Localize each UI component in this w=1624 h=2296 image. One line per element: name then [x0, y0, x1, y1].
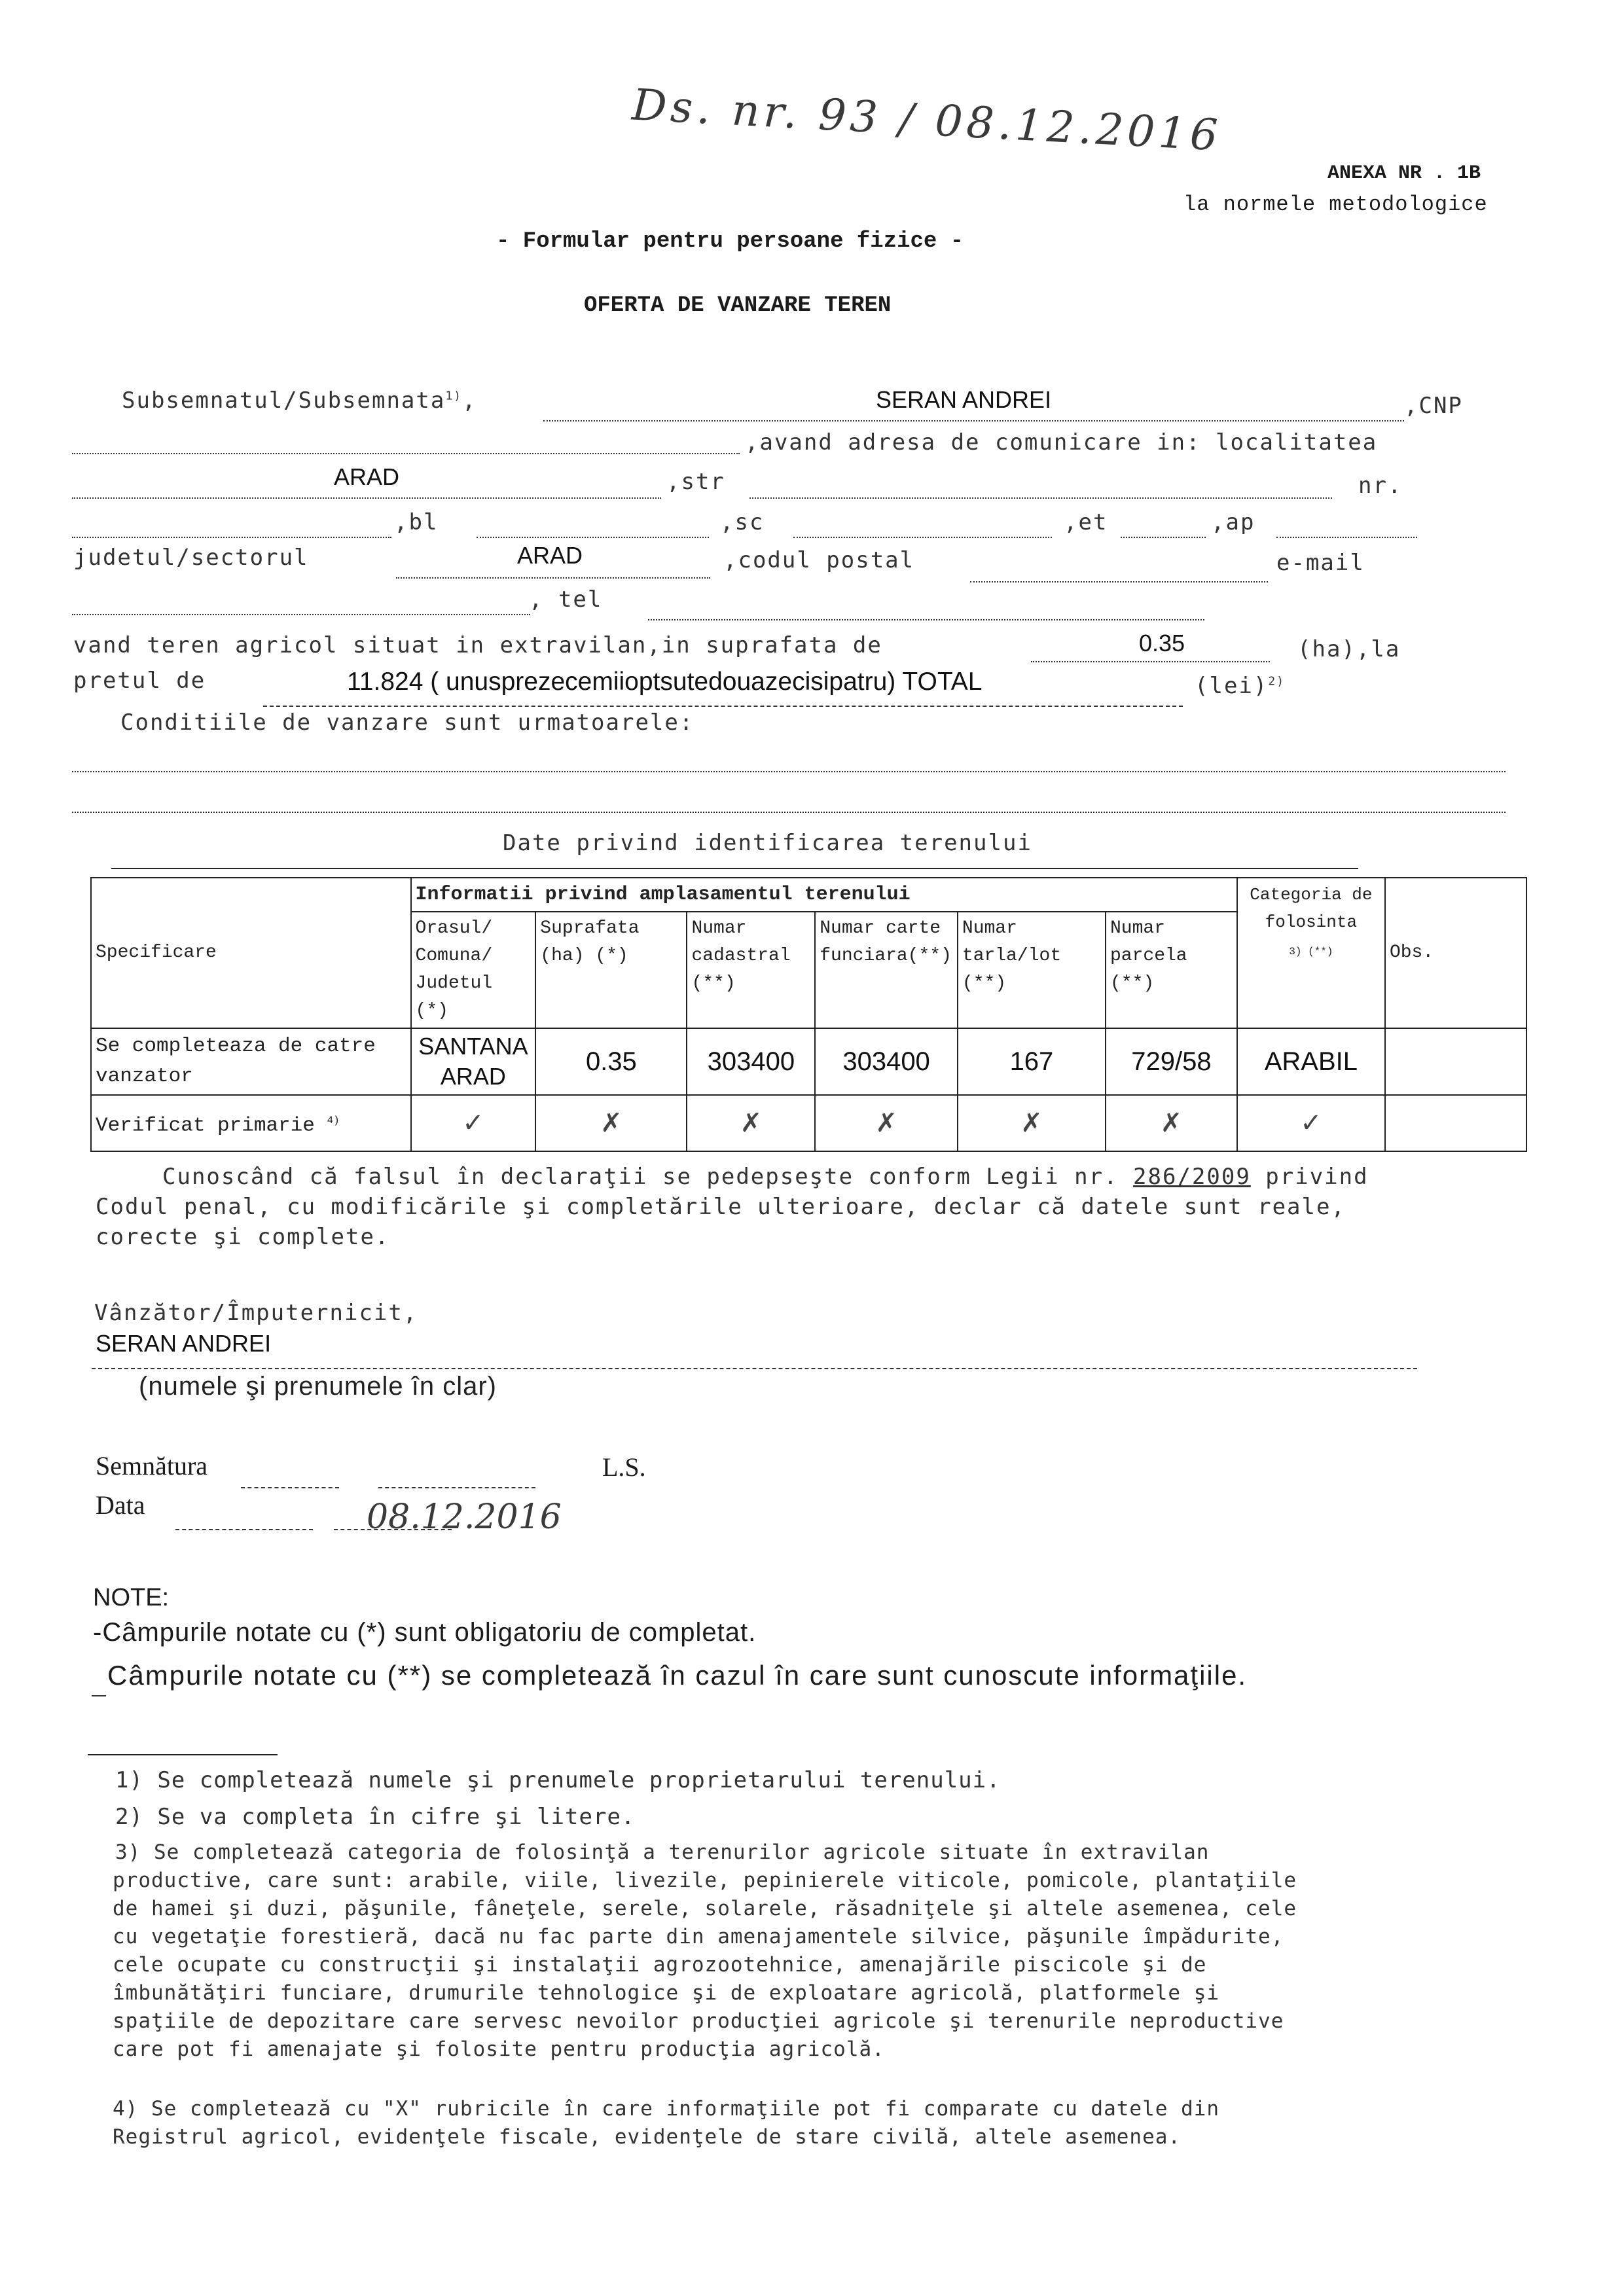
signature-line [241, 1487, 339, 1488]
cnp-line [72, 453, 740, 454]
table-top-rule [111, 868, 1358, 869]
sc-label: ,sc [720, 509, 765, 535]
county-value[interactable]: ARAD [517, 542, 583, 569]
note-2: Câmpurile notate cu (**) se completează în cazul în care sunt cunoscute informaţiile. [107, 1660, 1248, 1691]
et-label: ,et [1064, 509, 1108, 535]
group-header-location: Informatii privind amplasamentul terenului [411, 878, 1237, 912]
row-vanzator-label: Se completeaza de catre vanzator [91, 1028, 411, 1095]
handwritten-registration-number: Ds. nr. 93 / 08.12.2016 [630, 79, 1223, 161]
cell-obs-verificat[interactable] [1385, 1095, 1526, 1151]
street-line [749, 497, 1332, 499]
ap-label: ,ap [1211, 509, 1255, 535]
conditions-line-2 [72, 812, 1506, 813]
locality-line [72, 497, 661, 499]
annex-number: ANEXA NR . 1B [1327, 162, 1481, 185]
footnote-3-line: de hamei şi duzi, păşunile, fâneţele, serele, solarele, răsadniţele şi altele asemenea, cele [113, 1897, 1297, 1920]
ls-label: L.S. [602, 1452, 646, 1482]
bl-label: ,bl [394, 509, 439, 535]
cell-oras[interactable]: SANTANA ARAD [411, 1028, 536, 1095]
cnp-label: ,CNP [1404, 393, 1463, 419]
area-line [1031, 661, 1270, 662]
col-tarla: Numar tarla/lot (**) [958, 912, 1106, 1028]
clear-name-caption: (numele şi prenumele în clar) [139, 1372, 497, 1401]
notes-title: NOTE: [93, 1584, 170, 1611]
check-mark-icon: ✓ [411, 1095, 536, 1151]
cell-carte-funciara[interactable]: 303400 [815, 1028, 958, 1095]
cell-suprafata[interactable]: 0.35 [535, 1028, 687, 1095]
postal-line [970, 581, 1268, 583]
signature-line-2 [378, 1487, 535, 1488]
annex-subtitle: la normele metodologice [1183, 192, 1488, 217]
cell-categoria[interactable]: ARABIL [1237, 1028, 1385, 1095]
cell-tarla[interactable]: 167 [958, 1028, 1106, 1095]
tel-line [648, 619, 1204, 620]
footnote-rule [88, 1754, 278, 1755]
county-line [396, 577, 710, 579]
conditions-line-1 [72, 771, 1506, 772]
cross-mark-icon: ✗ [815, 1095, 958, 1151]
seller-role-label: Vânzător/Împuternicit, [94, 1300, 418, 1326]
footnote-3-line: spaţiile de depozitare care servesc nevoilor producţiei agricole şi terenurile neproductive [113, 2009, 1284, 2033]
note-1: -Câmpurile notate cu (*) sunt obligatoriu de completat. [93, 1618, 757, 1647]
handwritten-date[interactable]: 08.12.2016 [367, 1498, 562, 1537]
footnote-3-line: cele ocupate cu construcţii şi instalaţii agrozootehnice, amenajările piscicole şi de [113, 1953, 1207, 1977]
col-cadastral: Numar cadastral (**) [687, 912, 815, 1028]
footnote-3-line: productive, care sunt: arabile, viile, livezile, pepinierele viticole, pomicole, plantaţiile [113, 1869, 1297, 1892]
col-suprafata: Suprafata (ha) (*) [535, 912, 687, 1028]
date-line [175, 1529, 313, 1530]
ha-label: (ha),la [1297, 636, 1401, 662]
statement-line-1: Cunoscând că falsul în declaraţii se pedepseşte conform Legii nr. 286/2009 privind [162, 1164, 1369, 1190]
locality-value[interactable]: ARAD [334, 463, 400, 490]
signature-label: Semnătura [96, 1451, 208, 1480]
cross-mark-icon: ✗ [958, 1095, 1106, 1151]
form-subtitle: - Formular pentru persoane fizice - [496, 229, 964, 254]
footnote-3-line: 3) Se completează categoria de folosinţă a terenurilor agricole situate în extravilan [115, 1840, 1210, 1864]
price-value[interactable]: 11.824 ( unusprezecemiioptsutedouazecisipatru) TOTAL [347, 668, 983, 696]
seller-name-value[interactable]: SERAN ANDREI [876, 386, 1052, 413]
ap-line [1276, 537, 1417, 538]
address-label: ,avand adresa de comunicare in: localitatea [745, 429, 1378, 456]
cross-mark-icon: ✗ [535, 1095, 687, 1151]
footnote-3-line: îmbunătăţiri funciare, drumurile tehnologice şi de exploatare agricolă, platformele şi [113, 1981, 1220, 2005]
check-mark-icon: ✓ [1237, 1095, 1385, 1151]
email-label: e-mail [1276, 550, 1365, 576]
table-caption: Date privind identificarea terenului [503, 830, 1032, 856]
land-identification-table [90, 877, 1527, 1152]
area-value[interactable]: 0.35 [1139, 630, 1185, 656]
str-label: ,str [666, 469, 725, 495]
seller-name-line [92, 1368, 1417, 1369]
email-line [72, 614, 530, 615]
col-obs: Obs. [1385, 878, 1526, 1028]
col-carte: Numar carte funciara(**) [815, 912, 958, 1028]
cell-obs[interactable] [1385, 1028, 1526, 1095]
footnote-4-line: 4) Se completează cu "X" rubricile în care informaţiile pot fi comparate cu datele din [113, 2097, 1220, 2121]
statement-line-2: Codul penal, cu modificările şi completările ulterioare, declar că datele sunt reale, [96, 1194, 1346, 1220]
cell-cadastral[interactable]: 303400 [687, 1028, 815, 1095]
col-categoria: Categoria de folosinta 3) (**) [1237, 878, 1385, 1028]
postal-label: ,codul postal [723, 547, 915, 573]
footnote-3-line: cu vegetaţie forestieră, dacă nu fac parte din amenajamentele silvice, păşunile împădurite, [113, 1925, 1284, 1948]
et-line [1121, 537, 1206, 538]
col-specificare: Specificare [91, 878, 411, 1028]
note-dash [92, 1695, 106, 1696]
lei-label: (lei)$^{2)}$ [1195, 673, 1286, 699]
footnote-2: 2) Se va completa în cifre şi litere. [115, 1804, 636, 1830]
statement-line-3: corecte şi complete. [96, 1224, 390, 1250]
date-label: Data [96, 1490, 145, 1520]
row-primarie-label: Verificat primarie $^{4)}$ [91, 1095, 411, 1151]
col-oras: Orasul/ Comuna/ Judetul (*) [411, 912, 536, 1028]
col-parcela: Numar parcela (**) [1106, 912, 1237, 1028]
sc-line [793, 537, 1052, 538]
nr-label: nr. [1358, 473, 1403, 499]
cross-mark-icon: ✗ [687, 1095, 815, 1151]
bl-line [477, 537, 709, 538]
seller-signature-name[interactable]: SERAN ANDREI [96, 1330, 272, 1357]
subsemnatul-label: Subsemnatul/Subsemnata$^{1)}$, [122, 387, 477, 414]
price-line [263, 706, 1183, 707]
nr-line [72, 537, 391, 538]
cross-mark-icon: ✗ [1106, 1095, 1237, 1151]
footnote-1: 1) Se completează numele şi prenumele proprietarului terenului. [115, 1767, 1001, 1793]
footnote-4-line: Registrul agricol, evidenţele fiscale, evidenţele de stare civilă, altele asemenea. [113, 2125, 1182, 2149]
county-label: judetul/sectorul [73, 545, 309, 571]
cell-parcela[interactable]: 729/58 [1106, 1028, 1237, 1095]
name-line [543, 420, 1404, 422]
land-label: vand teren agricol situat in extravilan,in suprafata de [73, 632, 882, 658]
price-label: pretul de [73, 668, 206, 694]
form-title: OFERTA DE VANZARE TEREN [584, 293, 892, 318]
footnote-3-line: care pot fi amenajate şi folosite pentru producţia agricolă. [113, 2037, 885, 2061]
conditions-label: Conditiile de vanzare sunt urmatoarele: [120, 709, 695, 736]
tel-label: , tel [529, 586, 603, 613]
